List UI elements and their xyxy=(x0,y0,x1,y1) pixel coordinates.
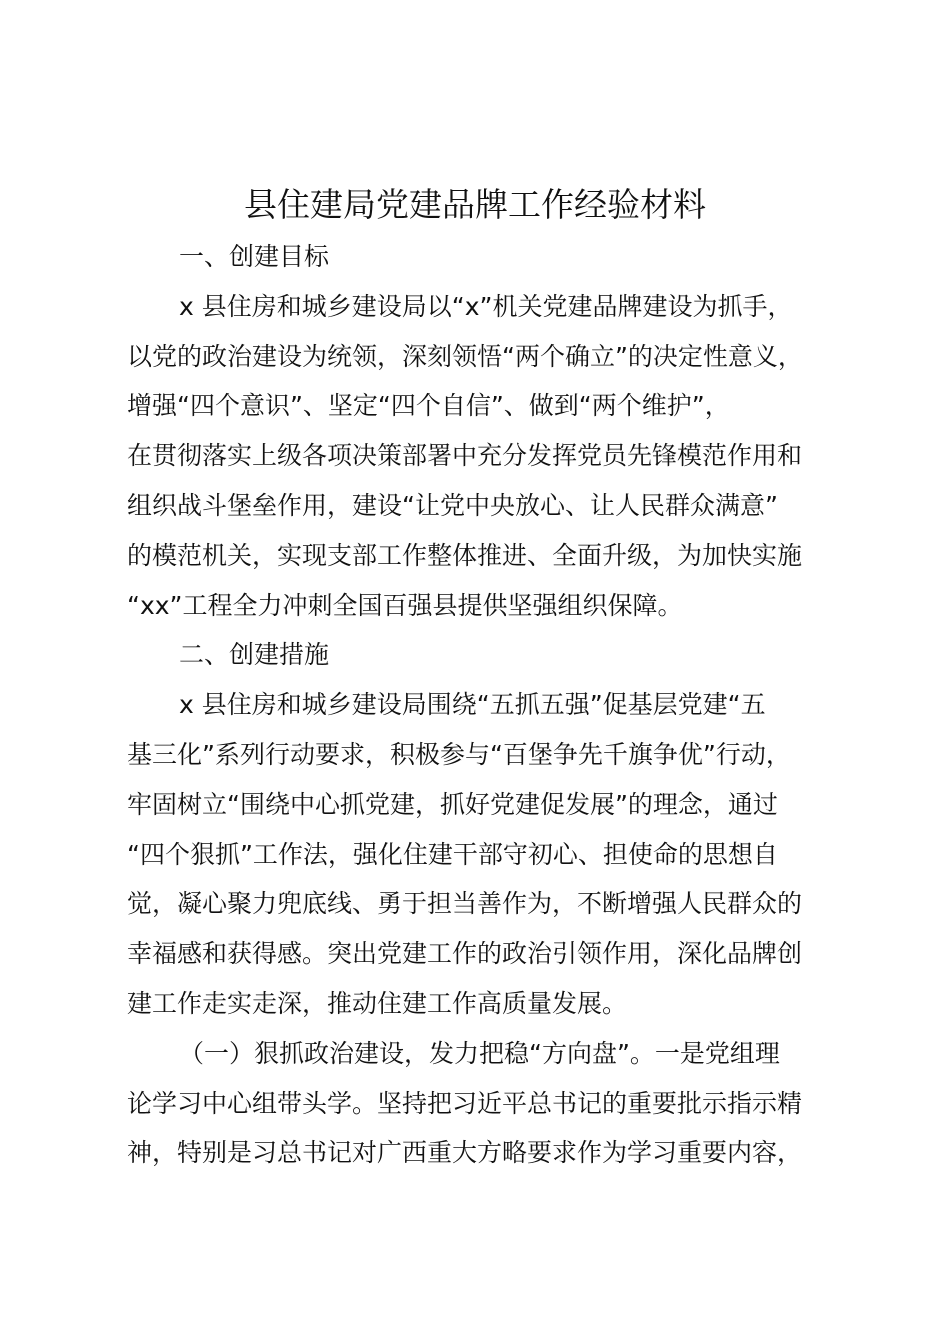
section-heading-measures: 二、创建措施 xyxy=(179,640,330,670)
paragraph-line: 增强“四个意识”、坚定“四个自信”、做到“两个维护”， xyxy=(127,391,730,421)
document-title: 县住建局党建品牌工作经验材料 xyxy=(244,185,706,224)
paragraph-line: x 县住房和城乡建设局以“x”机关党建品牌建设为抓手， xyxy=(179,291,793,321)
paragraph-line: 牢固树立“围绕中心抓党建，抓好党建促发展”的理念，通过 xyxy=(127,789,778,819)
paragraph-line: 幸福感和获得感。突出党建工作的政治引领作用，深化品牌创 xyxy=(127,939,803,969)
paragraph-line: 以党的政治建设为统领，深刻领悟“两个确立”的决定性意义， xyxy=(127,341,803,371)
paragraph-line: 在贯彻落实上级各项决策部署中充分发挥党员先锋模范作用和 xyxy=(127,441,803,471)
section-heading-goals: 一、创建目标 xyxy=(179,242,330,271)
paragraph-line: 论学习中心组带头学。坚持把习近平总书记的重要批示指示精 xyxy=(127,1088,803,1118)
paragraph-line: 组织战斗堡垒作用，建设“让党中央放心、让人民群众满意” xyxy=(127,490,778,520)
subsection-heading-political: （一）狠抓政治建设，发力把稳“方向盘”。一是党组理 xyxy=(179,1038,780,1068)
paragraph-line: 的模范机关，实现支部工作整体推进、全面升级，为加快实施 xyxy=(127,540,803,570)
paragraph-line: x 县住房和城乡建设局围绕“五抓五强”促基层党建“五 xyxy=(179,690,766,720)
paragraph-line: “四个狠抓”工作法，强化住建干部守初心、担使命的思想自 xyxy=(127,839,778,869)
paragraph-line: 基三化”系列行动要求，积极参与“百堡争先千旗争优”行动， xyxy=(127,739,791,769)
paragraph-line: 神，特别是习总书记对广西重大方略要求作为学习重要内容， xyxy=(127,1138,803,1168)
document-body xyxy=(127,232,857,1178)
paragraph-line: 建工作走实走深，推动住建工作高质量发展。 xyxy=(127,988,628,1018)
paragraph-line: “xx”工程全力冲刺全国百强县提供坚强组织保障。 xyxy=(127,590,683,620)
paragraph-line: 觉，凝心聚力兜底线、勇于担当善作为，不断增强人民群众的 xyxy=(127,889,803,919)
